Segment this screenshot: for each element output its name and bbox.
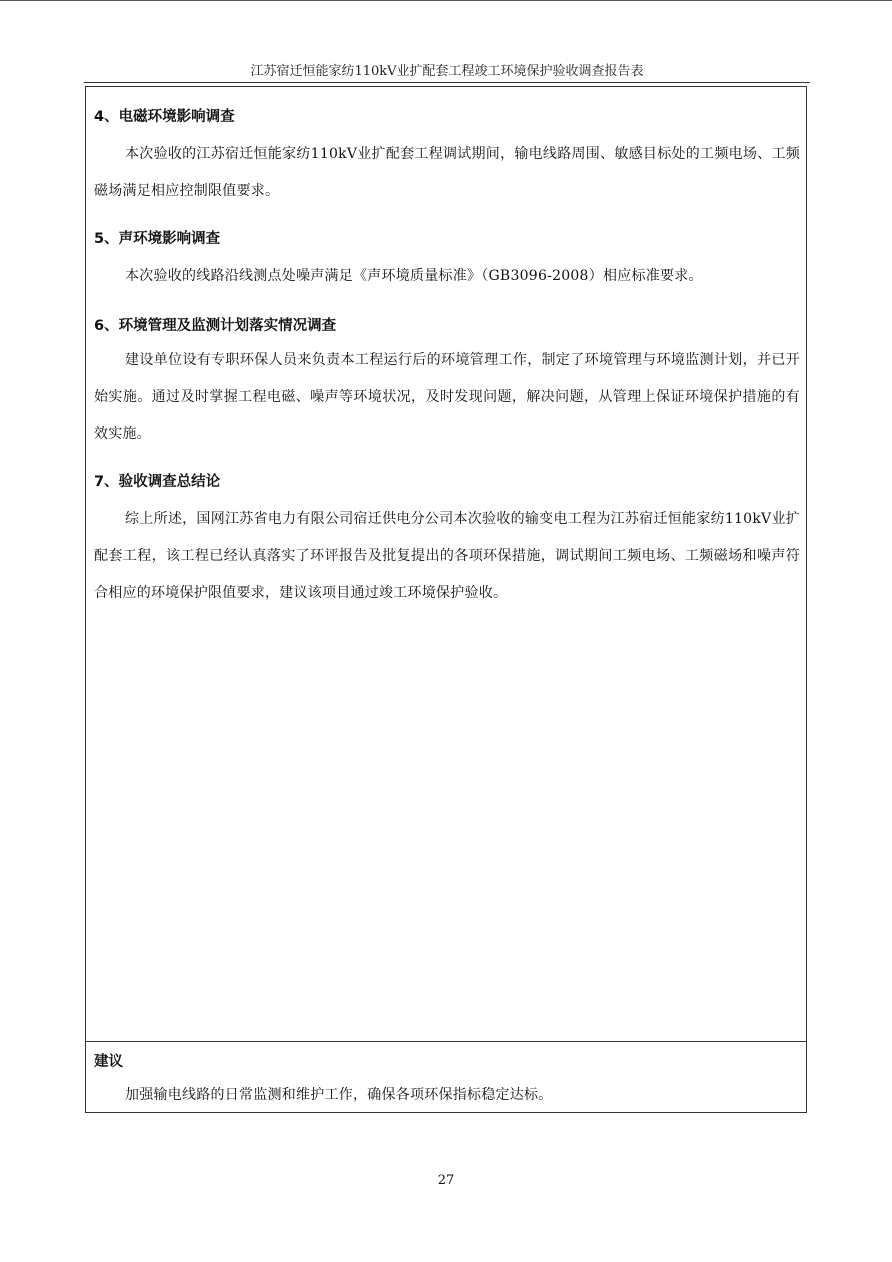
running-header: 江苏宿迁恒能家纺110kV业扩配套工程竣工环境保护验收调查报告表	[250, 64, 644, 79]
section-heading-conclusion: 7、验收调查总结论	[94, 474, 221, 490]
suggestion-heading: 建议	[94, 1054, 123, 1070]
page-top-border	[0, 0, 892, 1]
section-paragraph-electromagnetic: 本次验收的江苏宿迁恒能家纺110kV业扩配套工程调试期间，输电线路周围、敏感目标处的工频电场、工频磁场满足相应控制限值要求。	[94, 146, 800, 199]
section-heading-management: 6、环境管理及监测计划落实情况调查	[94, 318, 337, 334]
header-rule	[84, 82, 810, 83]
section-heading-acoustic: 5、声环境影响调查	[94, 231, 221, 247]
section-heading-electromagnetic: 4、电磁环境影响调查	[94, 109, 235, 125]
section-paragraph-conclusion: 综上所述，国网江苏省电力有限公司宿迁供电分公司本次验收的输变电工程为江苏宿迁恒能家纺110kV业扩配套工程，该工程已经认真落实了环评报告及批复提出的各项环保措施，调试期间工频电场、工频磁场和噪声符合相应的环境保护限值要求，建议该项目通过竣工环境保护验收。	[94, 511, 800, 601]
section-paragraph-management: 建设单位设有专职环保人员来负责本工程运行后的环境管理工作，制定了环境管理与环境监测计划，并已开始实施。通过及时掌握工程电磁、噪声等环境状况，及时发现问题，解决问题，从管理上保证环境保护措施的有效实施。	[94, 352, 800, 442]
suggestion-text: 加强输电线路的日常监测和维护工作，确保各项环保指标稳定达标。	[125, 1087, 553, 1103]
page-number: 27	[437, 1173, 455, 1188]
section-paragraph-acoustic: 本次验收的线路沿线测点处噪声满足《声环境质量标准》（GB3096-2008）相应标准要求。	[125, 268, 703, 284]
